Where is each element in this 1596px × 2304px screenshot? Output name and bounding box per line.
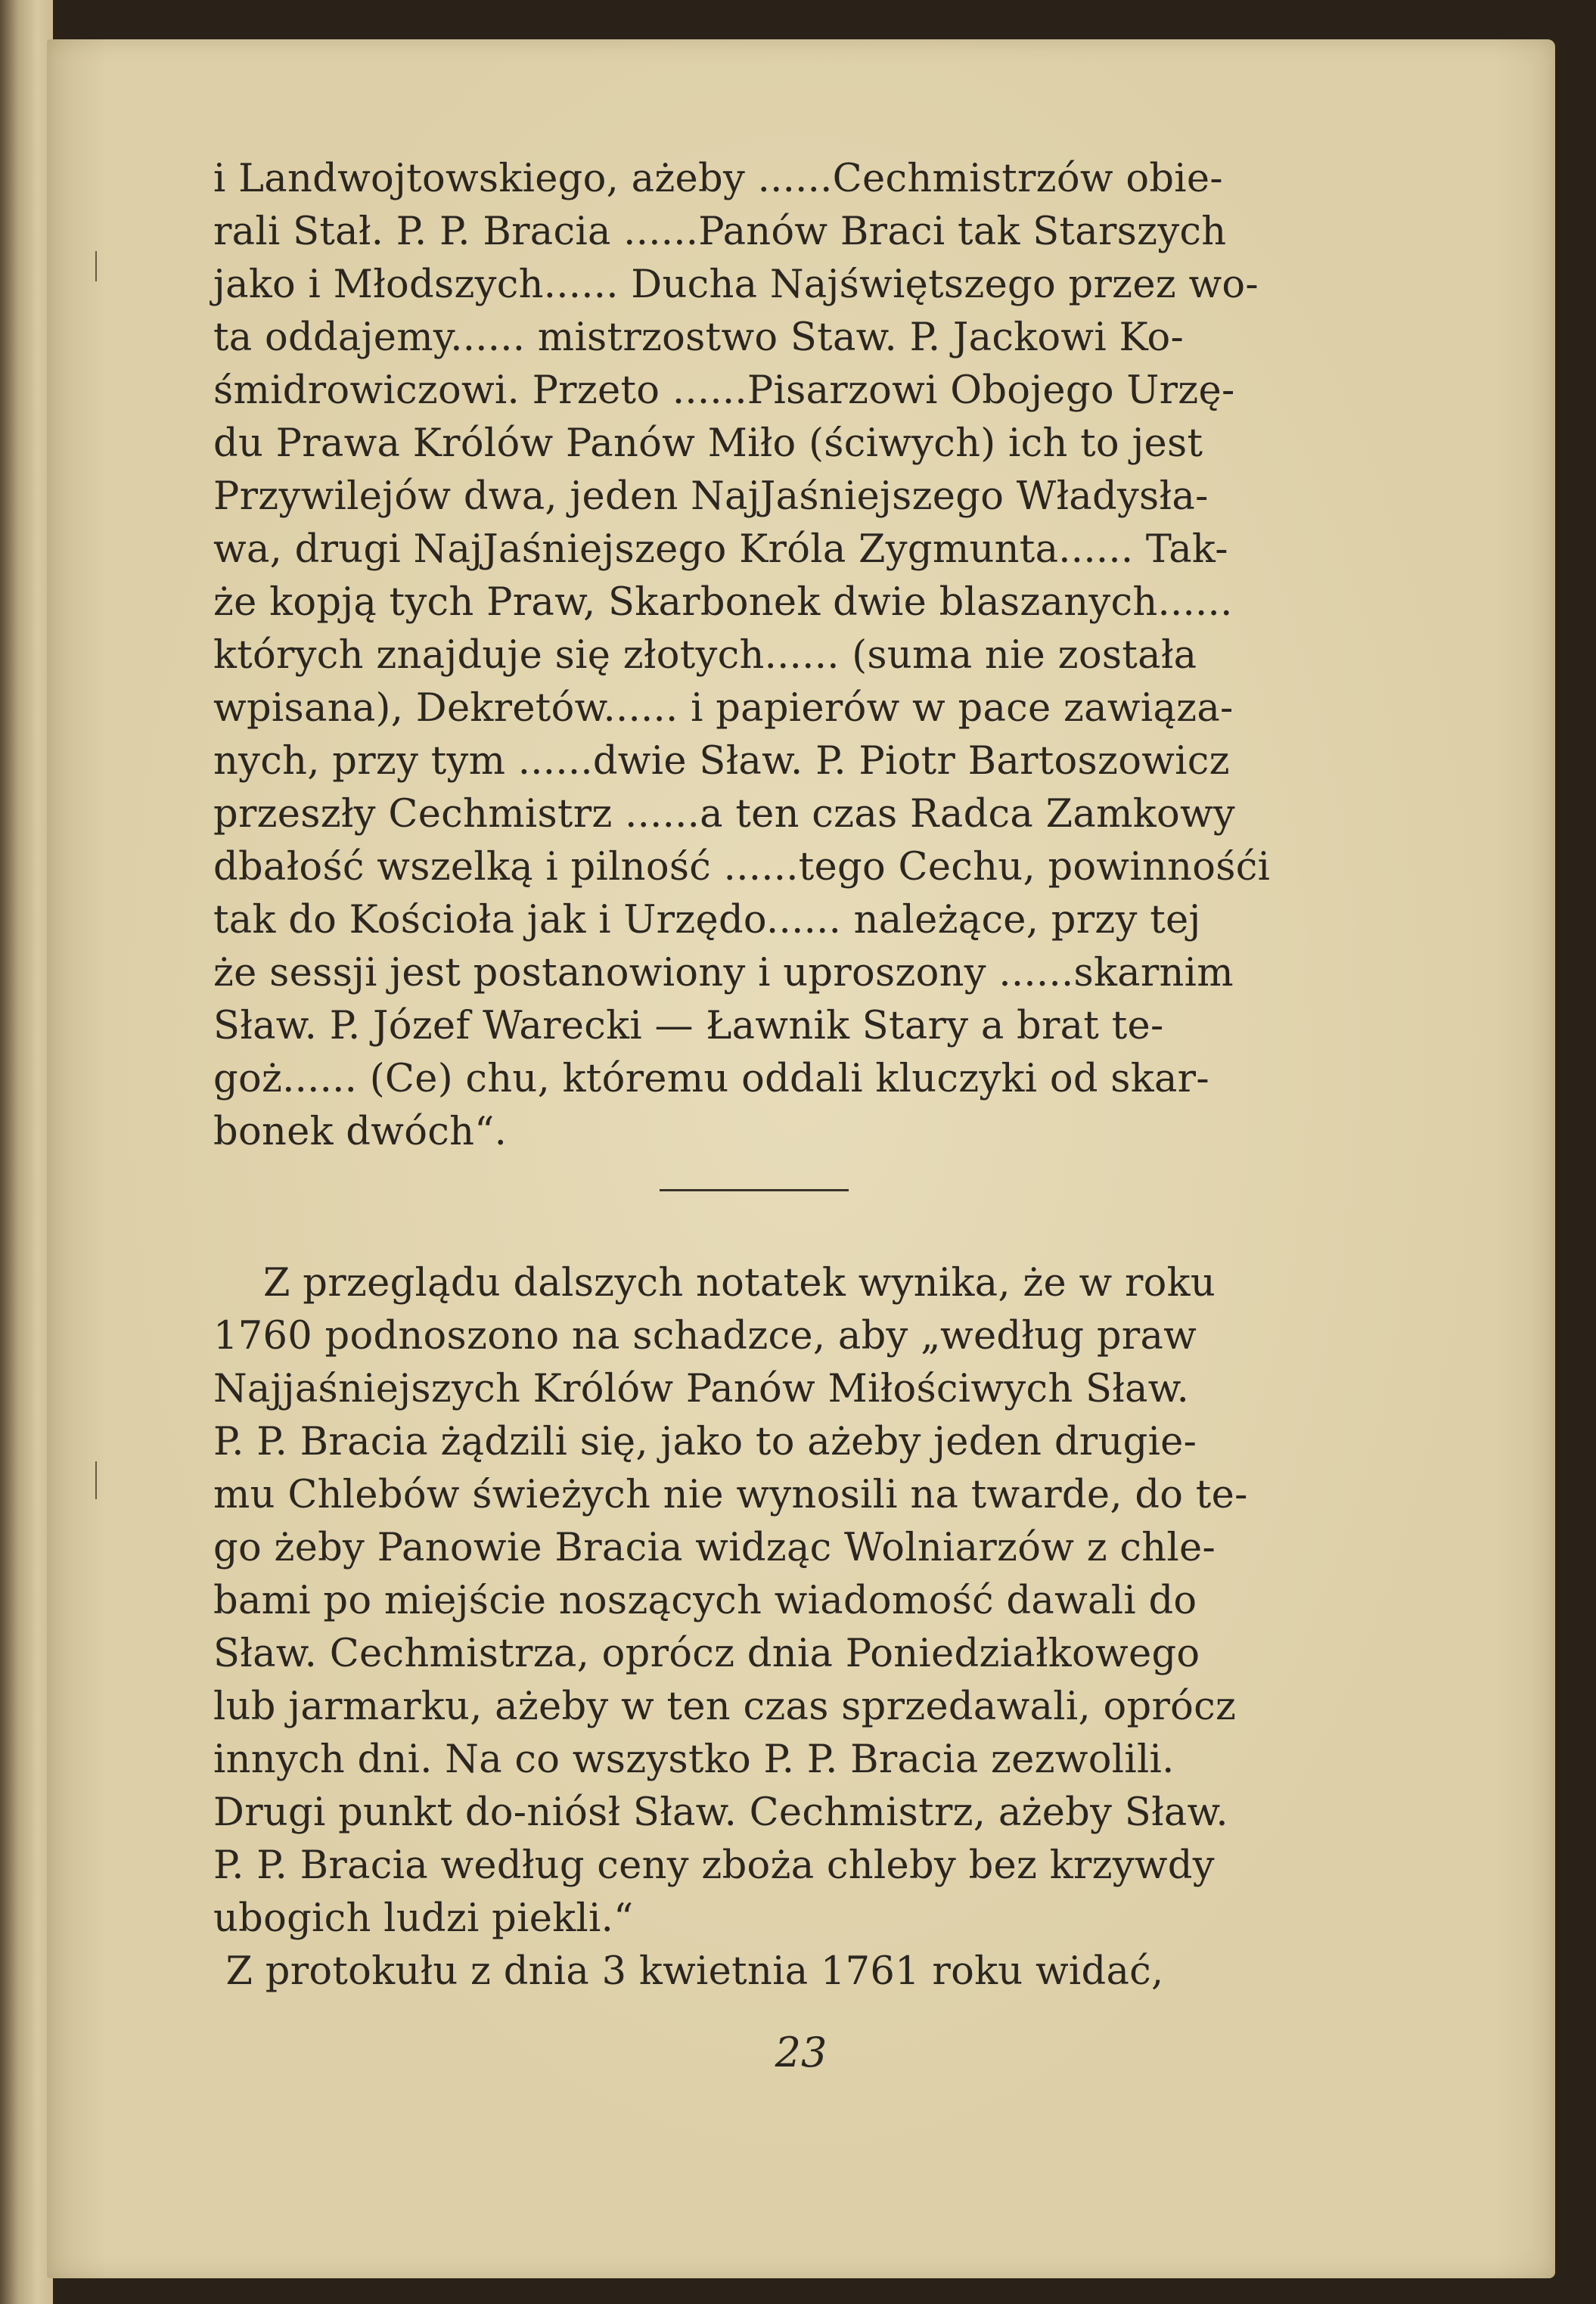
text-line: lub jarmarku, ażeby w ten czas sprzedawali, oprócz [213,1685,1237,1729]
text-line: du Prawa Królów Panów Miło (ściwych) ich to jest [213,421,1203,466]
text-line: śmidrowiczowi. Przeto ......Pisarzowi Obojego Urzę- [213,368,1235,413]
text-line: Najjaśniejszych Królów Panów Miłościwych Sław. [213,1367,1190,1411]
text-line: których znajduje się złotych...... (suma nie została [213,633,1197,678]
text-line: Sław. Cechmistrza, oprócz dnia Poniedziałkowego [213,1632,1200,1676]
text-line: tak do Kościoła jak i Urzędo...... należące, przy tej [213,898,1201,942]
book-spine [0,0,53,2304]
margin-mark [95,1461,97,1499]
page-number: 23 [775,2029,827,2076]
text-line: bami po miejście noszących wiadomość dawali do [213,1579,1197,1623]
paragraph-1 [213,153,1348,1159]
text-line: P. P. Bracia według ceny zboża chleby bez krzywdy [213,1843,1215,1888]
text-line: Z protokułu z dnia 3 kwietnia 1761 roku widać, [213,1949,1164,1994]
text-line: wa, drugi NajJaśniejszego Króla Zygmunta...... Tak- [213,527,1228,572]
text-line: przeszły Cechmistrz ......a ten czas Radca Zamkowy [213,792,1236,837]
text-line: dbałość wszelką i pilność ......tego Cechu, powinnośći [213,845,1271,890]
paragraph-3 [213,1945,1348,1998]
text-line: 1760 podnoszono na schadzce, aby „według praw [213,1314,1197,1358]
text-line: P. P. Bracia żądzili się, jako to ażeby jeden drugie- [213,1420,1197,1464]
text-line: i Landwojtowskiego, ażeby ......Cechmistrzów obie- [213,157,1223,201]
text-line: mu Chlebów świeżych nie wynosili na twarde, do te- [213,1473,1248,1517]
text-line: nych, przy tym ......dwie Sław. P. Piotr Bartoszowicz [213,739,1230,784]
text-line: rali Stał. P. P. Bracia ......Panów Braci tak Starszych [213,210,1227,254]
text-line: jako i Młodszych...... Ducha Najświętszego przez wo- [213,262,1259,307]
divider-rule [660,1189,849,1191]
text-line: Przywilejów dwa, jeden NajJaśniejszego Władysła- [213,474,1209,519]
text-line: goż...... (Ce) chu, któremu oddali kluczyki od skar- [213,1057,1209,1101]
text-body [213,153,1348,1998]
text-line: że kopją tych Praw, Skarbonek dwie blaszanych...... [213,580,1233,625]
text-line: ta oddajemy...... mistrzostwo Staw. P. Jackowi Ko- [213,315,1185,360]
text-line: wpisana), Dekretów...... i papierów w pace zawiąza- [213,686,1234,731]
paragraph-2 [213,1257,1348,1945]
text-line: Sław. P. Józef Warecki — Ławnik Stary a brat te- [213,1004,1164,1048]
text-line: że sessji jest postanowiony i uproszony ......skarnim [213,951,1234,995]
text-line: bonek dwóch“. [213,1110,508,1154]
text-line: ubogich ludzi piekli.“ [213,1896,634,1941]
text-line: Z przeglądu dalszych notatek wynika, że w roku [213,1261,1216,1306]
book-page [47,39,1555,2278]
text-line: Drugi punkt do-niósł Sław. Cechmistrz, ażeby Sław. [213,1790,1228,1835]
section-divider [213,1159,1348,1227]
text-line: go żeby Panowie Bracia widząc Wolniarzów z chle- [213,1526,1216,1570]
text-line: innych dni. Na co wszystko P. P. Bracia zezwolili. [213,1737,1175,1782]
margin-mark [95,251,97,281]
